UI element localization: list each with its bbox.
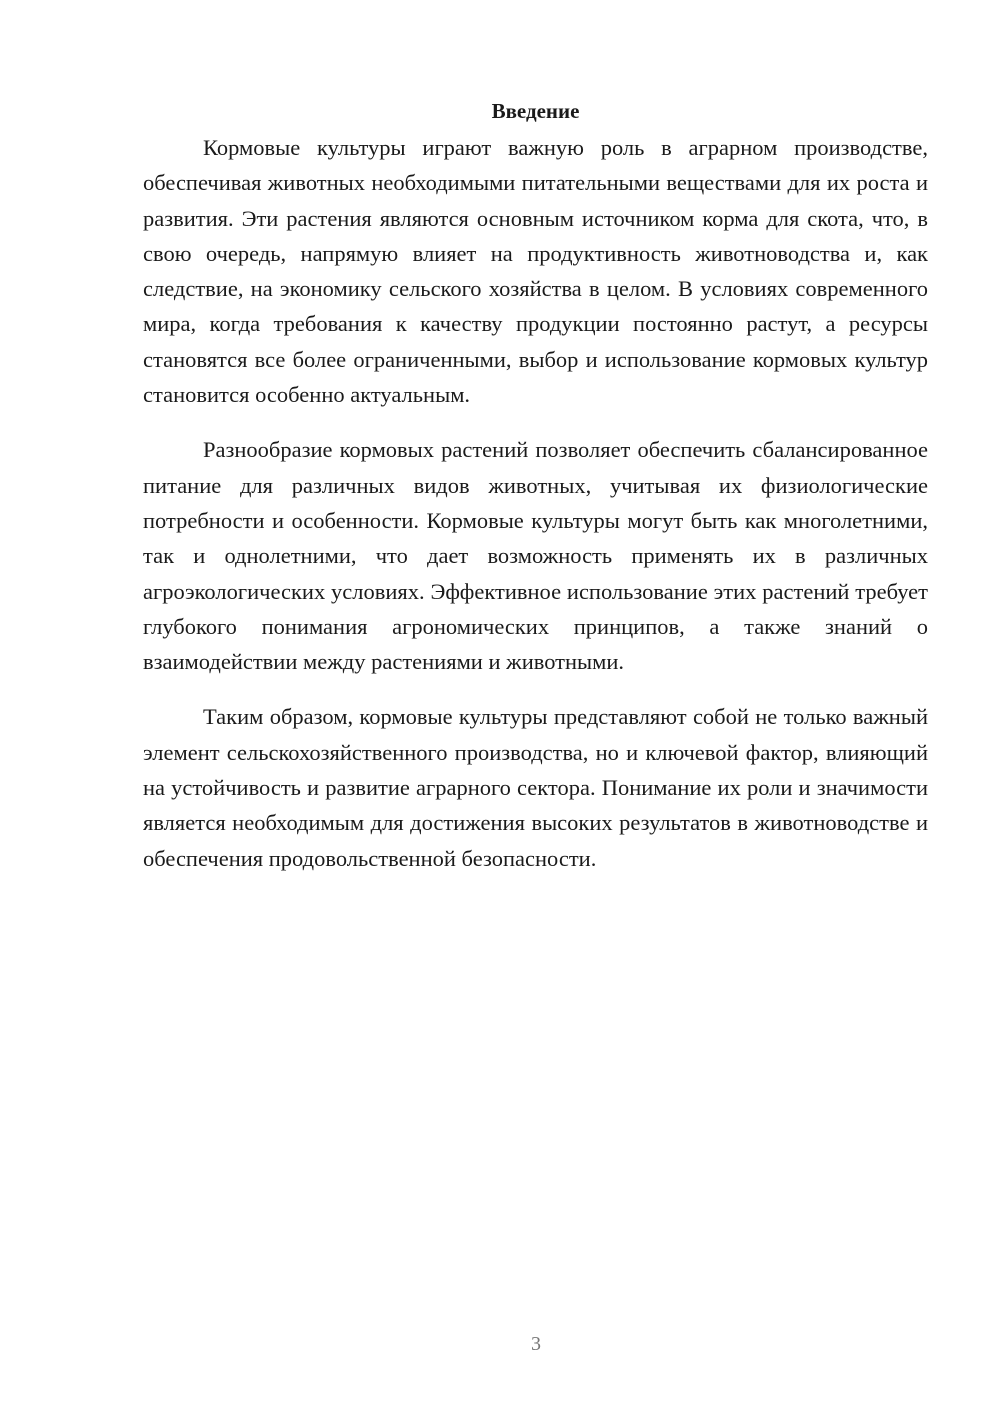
- page-content: [143, 96, 928, 896]
- section-title: Введение: [491, 99, 580, 123]
- paragraph-2: Разнообразие кормовых растений позволяет обеспечить сбалансированное питание для различных видов животных, учитывая их физиологические потребности и особенности. Кормовые культуры могут быть как многолетними, так и однолетними, что дает возможность применять их в различных агроэкологических условиях. Эффективное использование этих растений требует глубокого понимания агрономических принципов, а также знаний о взаимодействии между растениями и животными.: [143, 437, 928, 675]
- page-number: 3: [531, 1333, 541, 1355]
- paragraph-1: Кормовые культуры играют важную роль в аграрном производстве, обеспечивая животных необходимыми питательными веществами для их роста и развития. Эти растения являются основным источником корма для скота, что, в свою очередь, напрямую влияет на продуктивность животноводства и, как следствие, на экономику сельского хозяйства в целом. В условиях современного мира, когда требования к качеству продукции постоянно растут, а ресурсы становятся все более ограниченными, выбор и использование кормовых культур становится особенно актуальным.: [143, 135, 928, 408]
- paragraph-3: Таким образом, кормовые культуры представляют собой не только важный элемент сельскохозяйственного производства, но и ключевой фактор, влияющий на устойчивость и развитие аграрного сектора. Понимание их роли и значимости является необходимым для достижения высоких результатов в животноводстве и обеспечения продовольственной безопасности.: [143, 704, 928, 871]
